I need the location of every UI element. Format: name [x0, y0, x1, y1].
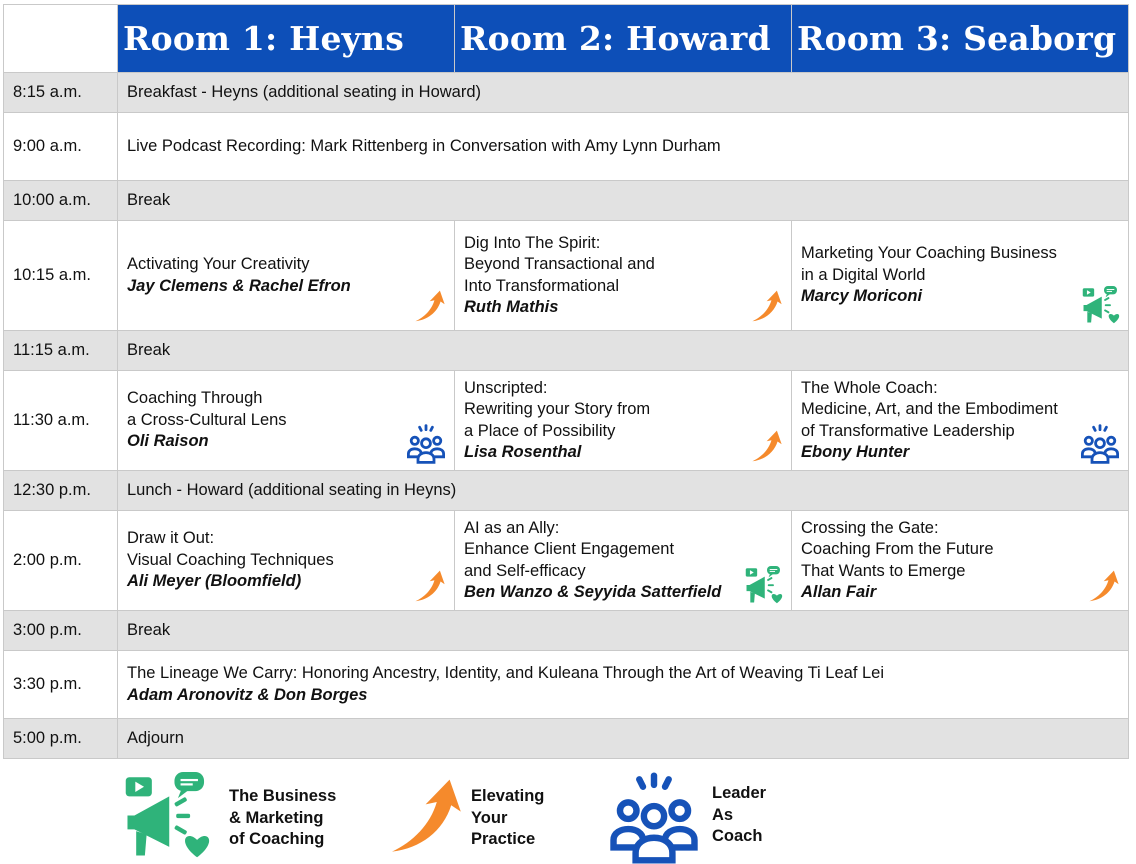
full-width-event	[118, 331, 1129, 371]
session-title-line: and Self-efficacy	[464, 561, 586, 580]
session-title-line: a Cross-Cultural Lens	[127, 410, 287, 429]
session-speaker: Ben Wanzo & Seyyida Satterfield	[464, 583, 722, 601]
category-legend	[0, 760, 1136, 864]
session-title-line: Coaching From the Future	[801, 540, 994, 558]
event-title: Break	[127, 621, 171, 639]
event-title: Breakfast - Heyns (additional seating in Howard)	[127, 83, 482, 101]
session-title-line: That Wants to Emerge	[801, 561, 966, 580]
full-width-event	[118, 181, 1129, 221]
session-speaker: Allan Fair	[801, 583, 877, 601]
legend-label-line: Coach	[712, 827, 763, 845]
full-width-event	[118, 651, 1129, 719]
session-title-line: a Place of Possibility	[464, 421, 616, 440]
legend-label-line: Practice	[471, 830, 536, 848]
full-width-event	[118, 719, 1129, 759]
event-title: Adjourn	[127, 729, 184, 747]
session-speaker: Oli Raison	[127, 432, 209, 451]
session-cell	[792, 371, 1129, 471]
session-title-line: Marketing Your Coaching Business	[801, 244, 1057, 263]
session-speaker: Jay Clemens & Rachel Efron	[127, 276, 351, 295]
session-cell	[118, 511, 455, 611]
time-slot: 12:30 p.m.	[4, 471, 118, 511]
time-slot: 3:00 p.m.	[4, 611, 118, 651]
full-width-event	[118, 73, 1129, 113]
session-title-line: of Transformative Leadership	[801, 421, 1015, 440]
schedule-body	[4, 73, 1129, 759]
schedule-row	[4, 113, 1129, 181]
session-speaker: Ali Meyer (Bloomfield)	[127, 572, 302, 591]
room-header-1: Room 1: Heyns	[118, 5, 455, 73]
session-title-line: Activating Your Creativity	[127, 255, 310, 273]
arrow-up-icon	[412, 290, 446, 324]
group-icon	[406, 424, 446, 464]
session-title-line: Into Transformational	[464, 276, 619, 295]
arrow-up-icon	[1086, 570, 1120, 604]
legend-label-line: & Marketing	[229, 808, 324, 827]
session-title-line: Beyond Transactional and	[464, 255, 655, 273]
session-cell	[792, 221, 1129, 331]
session-title-line: Enhance Client Engagement	[464, 540, 675, 558]
schedule-row	[4, 471, 1129, 511]
event-speaker: Adam Aronovitz & Don Borges	[127, 685, 368, 704]
legend-label	[229, 786, 336, 851]
schedule-row	[4, 221, 1129, 331]
session-cell	[118, 221, 455, 331]
time-slot: 5:00 p.m.	[4, 719, 118, 759]
legend-label-line: As	[712, 805, 734, 824]
time-slot: 8:15 a.m.	[4, 73, 118, 113]
arrow-up-icon	[749, 430, 783, 464]
session-title-line: Crossing the Gate:	[801, 518, 939, 537]
room-header-3: Room 3: Seaborg	[792, 5, 1129, 73]
schedule-row	[4, 719, 1129, 759]
time-slot: 10:00 a.m.	[4, 181, 118, 221]
session-speaker: Marcy Moriconi	[801, 287, 923, 306]
arrow-up-icon	[384, 778, 464, 863]
event-title: Live Podcast Recording: Mark Rittenberg in Conversation with Amy Lynn Durham	[127, 137, 721, 155]
session-cell	[792, 511, 1129, 611]
full-width-event	[118, 471, 1129, 511]
event-title: Break	[127, 191, 171, 209]
session-title-line: Unscripted:	[464, 378, 548, 397]
session-title-line: Draw it Out:	[127, 529, 215, 548]
legend-label-line: Leader	[712, 784, 767, 802]
event-title: Lunch - Howard (additional seating in Heyns)	[127, 481, 457, 499]
megaphone-icon	[1082, 286, 1120, 324]
megaphone-icon	[745, 566, 783, 604]
session-speaker: Ruth Mathis	[464, 298, 559, 316]
legend-label	[712, 783, 766, 848]
schedule-row	[4, 73, 1129, 113]
arrow-up-icon	[412, 570, 446, 604]
megaphone-icon	[124, 772, 211, 864]
time-slot: 9:00 a.m.	[4, 113, 118, 181]
session-cell	[118, 371, 455, 471]
legend-label-line: Elevating	[471, 787, 545, 805]
session-title-line: The Whole Coach:	[801, 378, 938, 397]
time-slot: 11:30 a.m.	[4, 371, 118, 471]
session-title-line: Visual Coaching Techniques	[127, 550, 334, 569]
session-title-line: Rewriting your Story from	[464, 400, 651, 418]
legend-label-line: of Coaching	[229, 830, 325, 848]
session-title-line: in a Digital World	[801, 265, 926, 284]
arrow-up-icon	[749, 290, 783, 324]
legend-label	[471, 786, 544, 851]
time-slot: 10:15 a.m.	[4, 221, 118, 331]
schedule-row	[4, 651, 1129, 719]
event-title: Break	[127, 341, 171, 359]
schedule-table	[3, 4, 1129, 759]
session-title-line: Coaching Through	[127, 389, 263, 408]
time-slot: 2:00 p.m.	[4, 511, 118, 611]
session-title-line: AI as an Ally:	[464, 518, 560, 537]
group-icon	[608, 772, 700, 864]
session-speaker: Ebony Hunter	[801, 443, 910, 461]
header-corner	[4, 5, 118, 73]
full-width-event	[118, 113, 1129, 181]
legend-label-line: Your	[471, 808, 508, 827]
legend-label-line: The Business	[229, 787, 337, 805]
schedule-row	[4, 611, 1129, 651]
session-title-line: Dig Into The Spirit:	[464, 233, 601, 252]
session-title-line: Medicine, Art, and the Embodiment	[801, 400, 1058, 418]
session-cell	[455, 371, 792, 471]
group-icon	[1080, 424, 1120, 464]
schedule-row	[4, 181, 1129, 221]
session-cell	[455, 221, 792, 331]
session-speaker: Lisa Rosenthal	[464, 443, 582, 461]
full-width-event	[118, 611, 1129, 651]
schedule-row	[4, 331, 1129, 371]
schedule-row	[4, 371, 1129, 471]
session-cell	[455, 511, 792, 611]
room-header-2: Room 2: Howard	[455, 5, 792, 73]
time-slot: 11:15 a.m.	[4, 331, 118, 371]
event-title: The Lineage We Carry: Honoring Ancestry, Identity, and Kuleana Through the Art of Weaving Ti Leaf Lei	[127, 664, 885, 682]
schedule-row	[4, 511, 1129, 611]
time-slot: 3:30 p.m.	[4, 651, 118, 719]
